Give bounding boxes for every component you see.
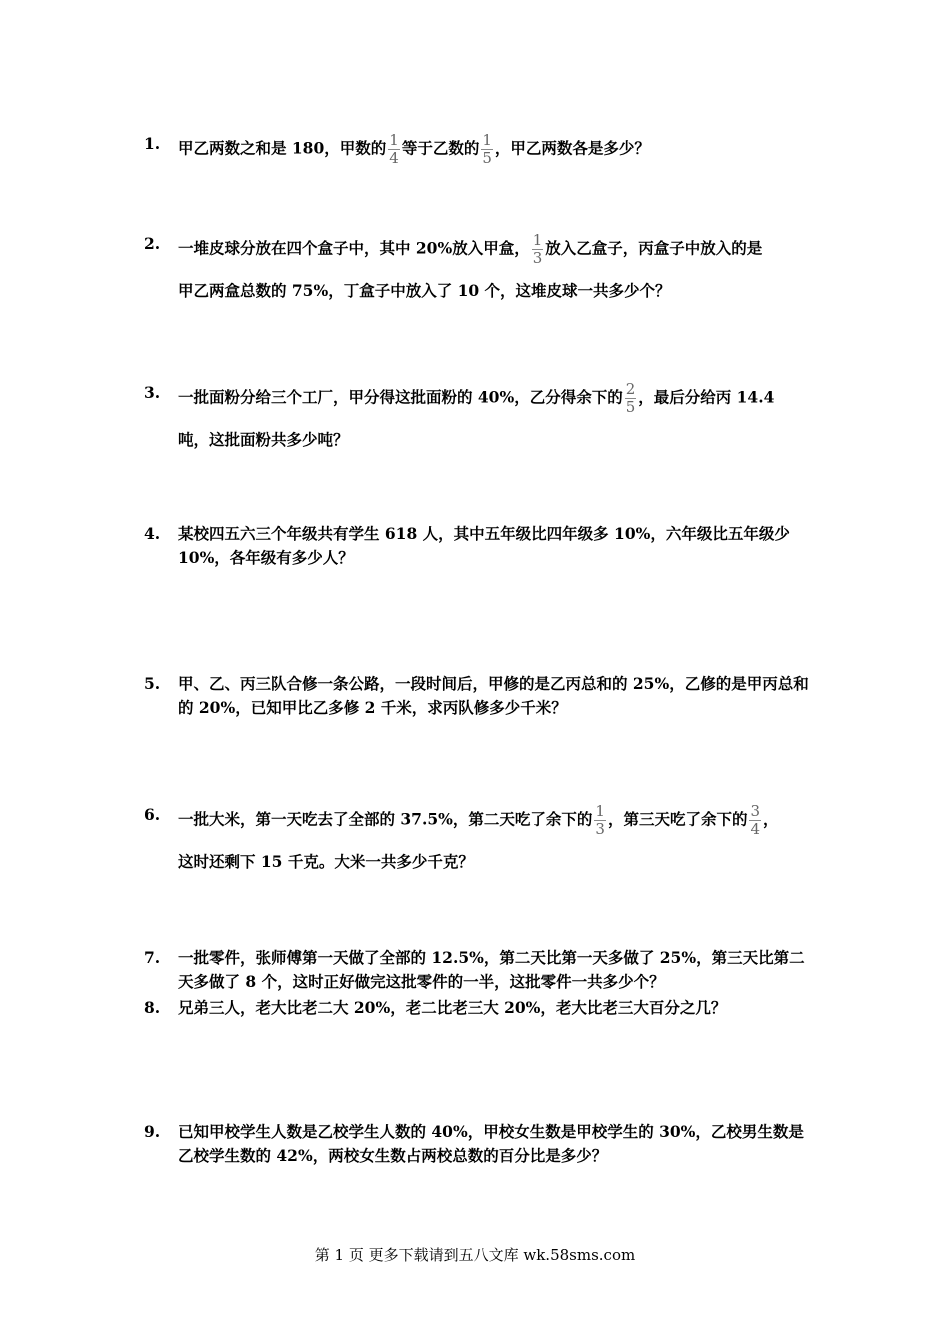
question-1 — [144, 132, 814, 167]
fraction: $\frac{1}{5}$ — [482, 131, 492, 167]
question-text: 甲乙两数之和是 180，甲数的 — [178, 138, 387, 158]
question-text: 某校四五六三个年级共有学生 618 人，其中五年级比四年级多 10%，六年级比五年级少 10%，各年级有多少人？ — [178, 524, 790, 567]
question-number: 8. — [144, 998, 161, 1017]
question-number: 3. — [144, 383, 161, 402]
question-6 — [144, 803, 814, 874]
question-2 — [144, 232, 814, 303]
question-number: 1. — [144, 134, 161, 153]
question-number: 7. — [144, 948, 161, 967]
question-9 — [144, 1120, 814, 1168]
question-text: ， — [763, 809, 779, 829]
question-text: 一批面粉分给三个工厂，甲分得这批面粉的 40%，乙分得余下的 — [178, 387, 623, 407]
question-text: 等于乙数的 — [401, 138, 480, 158]
question-8 — [144, 996, 814, 1020]
fraction: $\frac{2}{5}$ — [625, 380, 636, 416]
question-7 — [144, 946, 814, 994]
question-text: 放入乙盒子，丙盒子中放入的是 — [545, 238, 763, 258]
page-footer: 第 1 页 更多下载请到五八文库 wk.58sms.com — [314, 1246, 636, 1264]
question-text: 已知甲校学生人数是乙校学生人数的 40%，甲校女生数是甲校学生的 30%，乙校男生数是乙校学生数的 42%，两校女生数占两校总数的百分比是多少？ — [178, 1122, 804, 1165]
question-5 — [144, 672, 814, 720]
question-number: 4. — [144, 524, 161, 543]
fraction: $\frac{1}{3}$ — [595, 802, 605, 838]
question-text-line2: 吨，这批面粉共多少吨？ — [178, 430, 349, 449]
question-text: 一堆皮球分放在四个盒子中，其中 20%放入甲盒， — [178, 238, 530, 258]
question-text: ，第三天吃了余下的 — [607, 809, 748, 829]
question-text: 一批大米，第一天吃去了全部的 37.5%，第二天吃了余下的 — [178, 809, 593, 829]
fraction: $\frac{1}{3}$ — [532, 231, 543, 267]
question-text: 甲、乙、丙三队合修一条公路，一段时间后，甲修的是乙丙总和的 25%，乙修的是甲丙总和的 20%，已知甲比乙多修 2 千米，求丙队修多少千米？ — [178, 674, 809, 717]
question-text: 兄弟三人，老大比老二大 20%，老二比老三大 20%，老大比老三大百分之几？ — [178, 998, 727, 1017]
question-number: 5. — [144, 674, 161, 693]
question-number: 2. — [144, 234, 161, 253]
question-3 — [144, 381, 814, 452]
question-text: ，甲乙两数各是多少？ — [494, 138, 650, 158]
fraction: $\frac{3}{4}$ — [750, 802, 760, 838]
question-number: 9. — [144, 1122, 161, 1141]
question-4 — [144, 522, 814, 570]
question-text-line2: 这时还剩下 15 千克。大米一共多少千克？ — [178, 852, 474, 871]
fraction: $\frac{1}{4}$ — [389, 131, 399, 167]
question-number: 6. — [144, 805, 161, 824]
question-text: ，最后分给丙 14.4 — [638, 387, 775, 407]
question-text: 一批零件，张师傅第一天做了全部的 12.5%，第二天比第一天多做了 25%，第三天比第二天多做了 8 个，这时正好做完这批零件的一半，这批零件一共多少个？ — [178, 948, 805, 991]
question-text-line2: 甲乙两盒总数的 75%，丁盒子中放入了 10 个，这堆皮球一共多少个？ — [178, 281, 671, 300]
